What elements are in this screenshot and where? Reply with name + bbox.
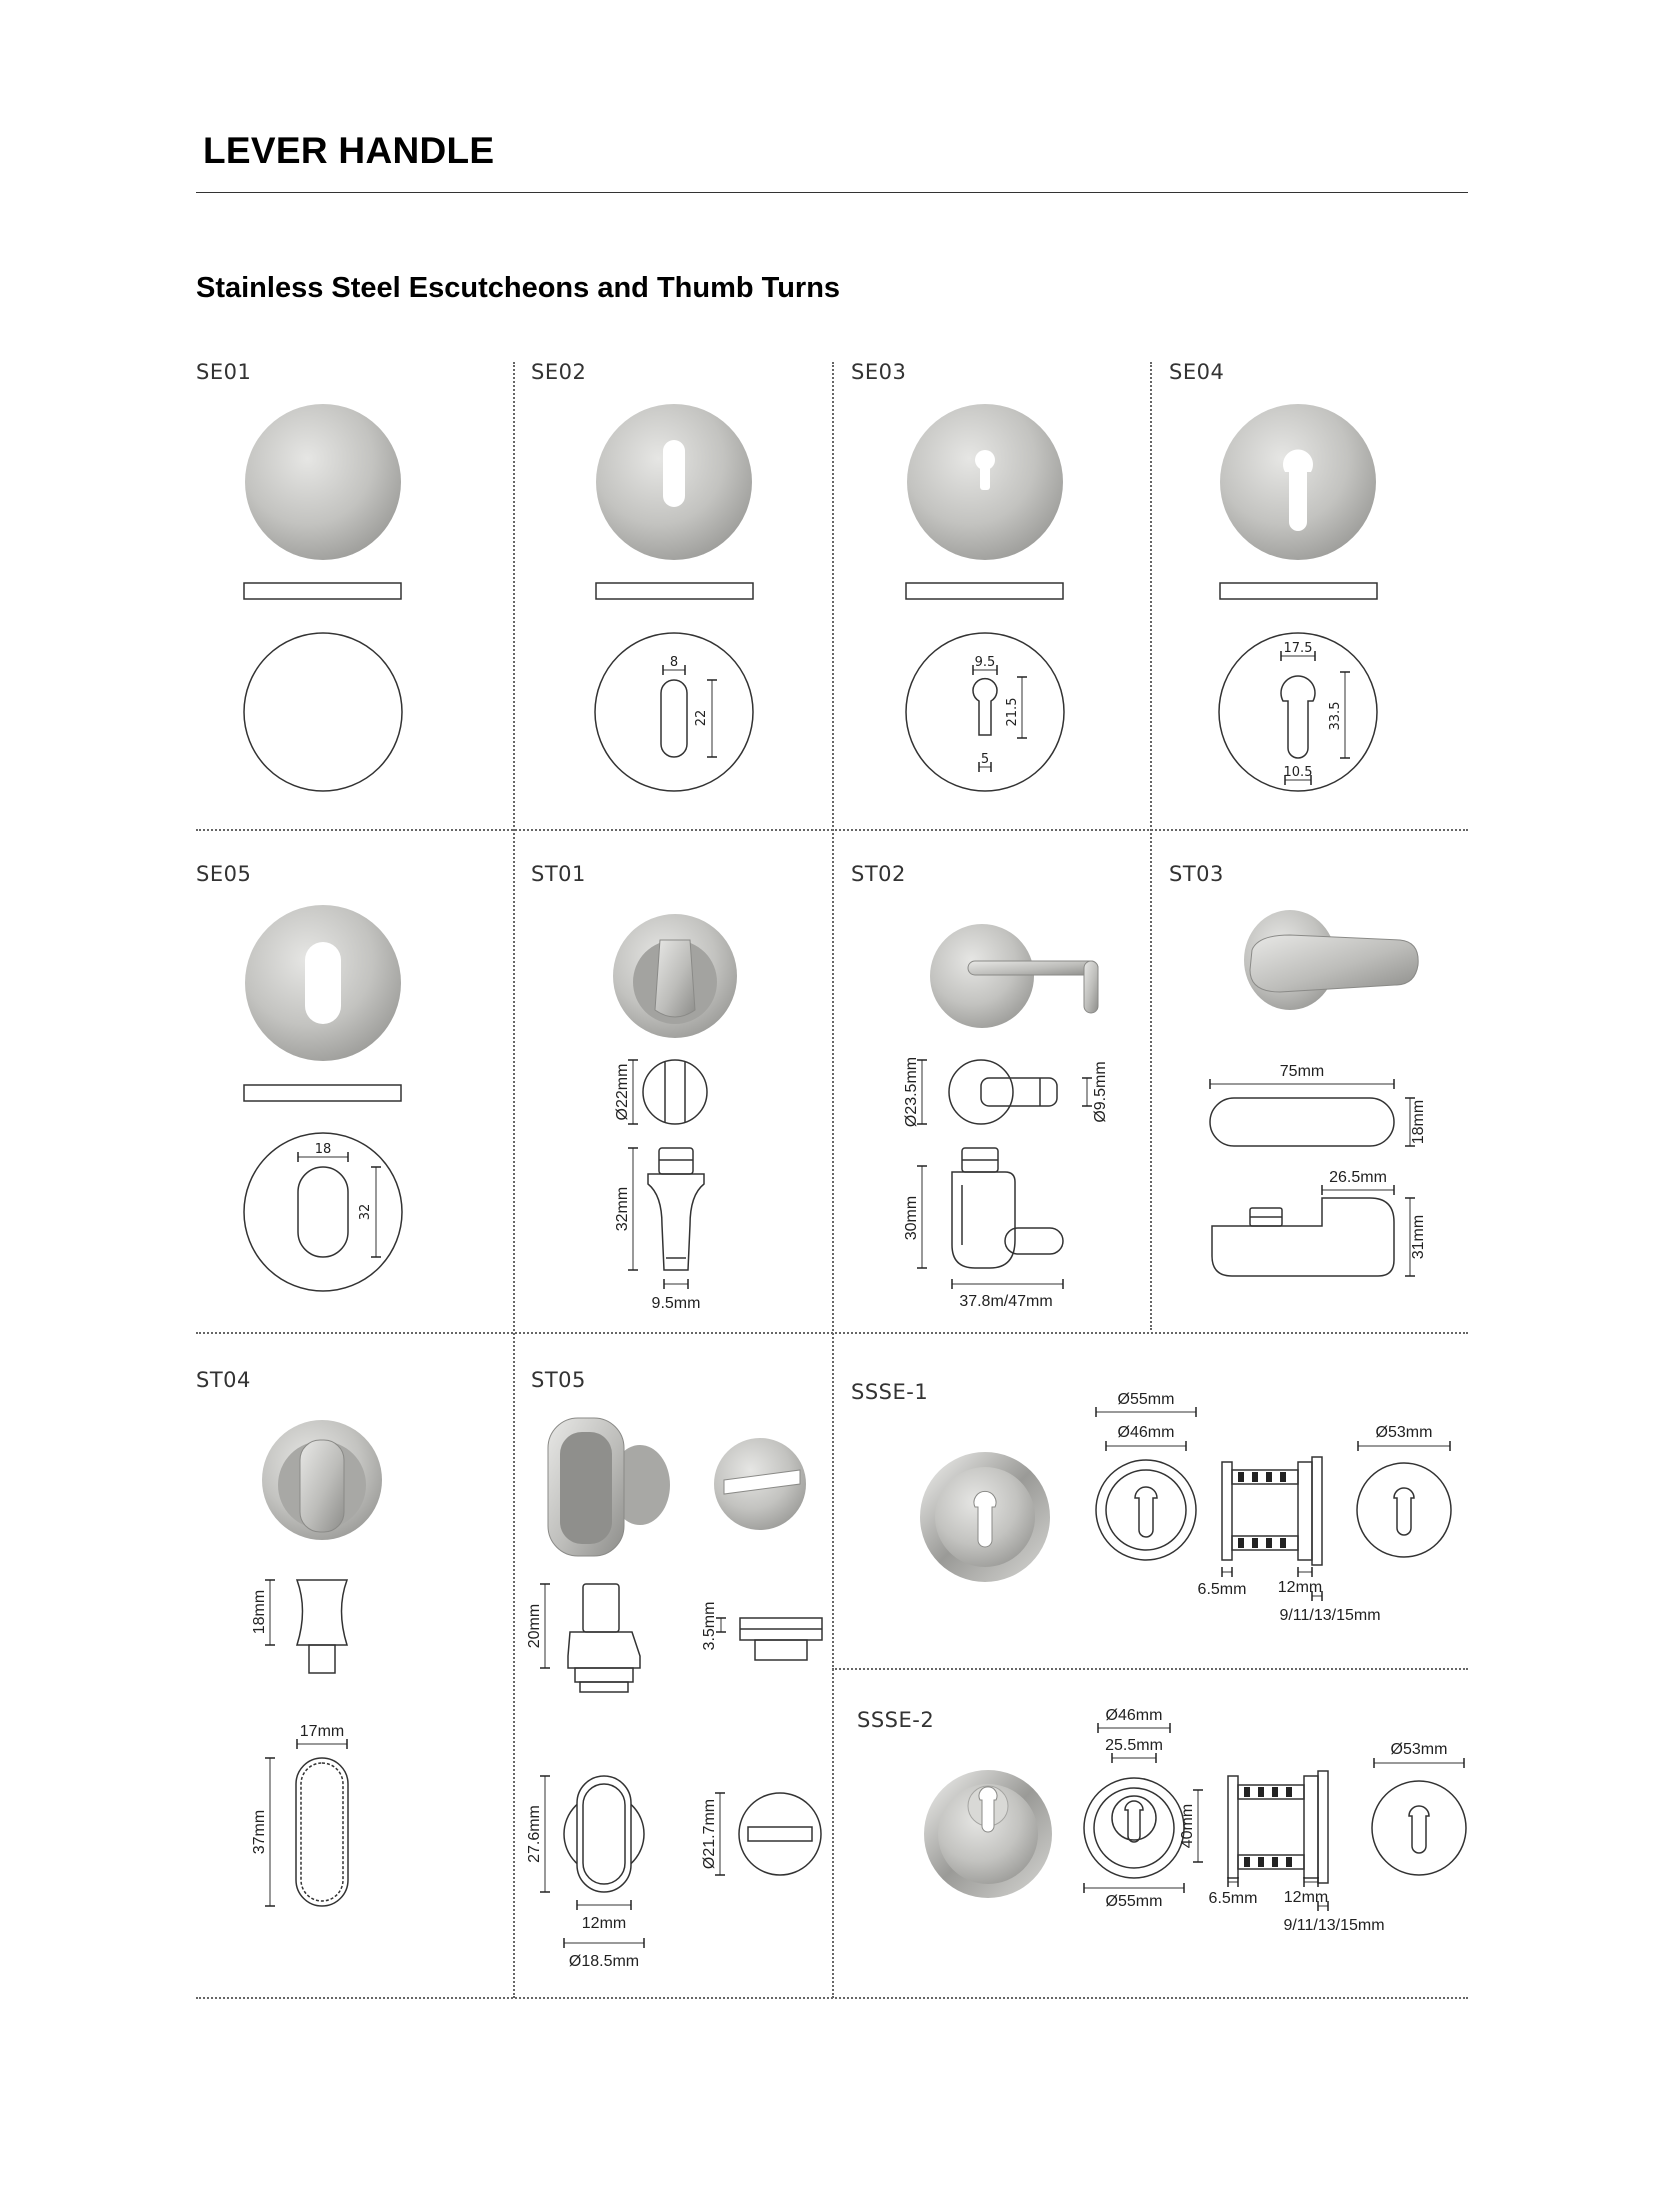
ssse2-dim-height: 40mm xyxy=(1179,1803,1196,1849)
label-st02: ST02 xyxy=(851,862,906,886)
ssse1-dim-range: 9/11/13/15mm xyxy=(1279,1607,1381,1624)
label-st04: ST04 xyxy=(196,1368,251,1392)
st01-dim-diameter: Ø22mm xyxy=(614,1063,631,1121)
st02-dim-height: 30mm xyxy=(903,1195,920,1241)
page-title: LEVER HANDLE xyxy=(203,130,495,171)
se02-dim-width: 8 xyxy=(669,655,679,670)
se04-dim-top: 17.5 xyxy=(1283,641,1313,656)
se05-dim-height: 32 xyxy=(358,1203,373,1221)
st02-drawing xyxy=(922,924,1098,1284)
st02-dim-length: 37.8m/47mm xyxy=(959,1293,1053,1310)
st02-dim-diameter: Ø23.5mm xyxy=(903,1056,920,1128)
st01-front-view xyxy=(643,1060,707,1124)
st02-photo xyxy=(930,924,1034,1028)
se03-dim-width: 9.5 xyxy=(974,655,996,670)
st03-side-view xyxy=(1212,1198,1394,1276)
ssse1-dim-back: Ø53mm xyxy=(1375,1424,1433,1441)
se01-front-view xyxy=(244,633,402,791)
st05-dim-height: 20mm xyxy=(526,1603,543,1649)
ssse2-dim-plate: 12mm xyxy=(1283,1889,1329,1906)
ssse1-front-view xyxy=(1096,1460,1196,1560)
se05-drawing xyxy=(244,905,402,1291)
ssse2-front-view xyxy=(1084,1778,1184,1878)
ssse1-dim-plate: 12mm xyxy=(1277,1579,1323,1596)
label-st03: ST03 xyxy=(1169,862,1224,886)
st03-dim-height: 31mm xyxy=(1410,1214,1427,1260)
se01-photo xyxy=(245,404,401,560)
se03-dim-slot: 5 xyxy=(980,752,990,767)
se04-drawing xyxy=(1219,404,1377,791)
st03-drawing xyxy=(1210,910,1418,1276)
st02-side-view xyxy=(952,1148,1063,1268)
ssse2-dim-outer: Ø55mm xyxy=(1105,1893,1163,1910)
st05-side-view-indicator xyxy=(740,1618,822,1660)
st04-dim-width: 17mm xyxy=(299,1723,345,1740)
st05-side-view-turn xyxy=(568,1584,640,1692)
st04-dim-height: 18mm xyxy=(251,1589,268,1635)
st04-drawing xyxy=(262,1420,382,1906)
st01-dim-height: 32mm xyxy=(614,1186,631,1232)
label-se03: SE03 xyxy=(851,360,907,384)
se02-side-view xyxy=(596,583,753,599)
se05-side-view xyxy=(244,1085,401,1101)
ssse2-dim-cover: 25.5mm xyxy=(1105,1737,1163,1754)
st05-dim-indicator-height: 3.5mm xyxy=(701,1601,718,1651)
ssse1-dim-flange: 6.5mm xyxy=(1197,1581,1247,1598)
ssse1-dim-inner: Ø46mm xyxy=(1117,1424,1175,1441)
label-se01: SE01 xyxy=(196,360,252,384)
label-se02: SE02 xyxy=(531,360,587,384)
st02-front-view xyxy=(949,1060,1057,1124)
se02-drawing xyxy=(595,404,753,791)
ssse2-dim-range: 9/11/13/15mm xyxy=(1283,1917,1385,1934)
label-st01: ST01 xyxy=(531,862,586,886)
se03-drawing xyxy=(906,404,1064,791)
ssse1-drawing xyxy=(920,1412,1451,1596)
st03-dim-length: 75mm xyxy=(1279,1063,1325,1080)
st01-side-view xyxy=(648,1148,704,1270)
se04-dim-bottom: 10.5 xyxy=(1283,765,1313,780)
ssse2-dim-flange: 6.5mm xyxy=(1208,1890,1258,1907)
st01-drawing xyxy=(613,914,737,1284)
se03-dim-height: 21.5 xyxy=(1005,697,1020,727)
st04-top-view xyxy=(296,1758,348,1906)
st05-dim-width: 12mm xyxy=(581,1915,627,1932)
label-ssse-1: SSSE-1 xyxy=(851,1380,929,1404)
se04-side-view xyxy=(1220,583,1377,599)
se01-drawing xyxy=(244,404,402,791)
section-title: Stainless Steel Escutcheons and Thumb Turns xyxy=(196,272,841,304)
se03-side-view xyxy=(906,583,1063,599)
ssse2-dim-back: Ø53mm xyxy=(1390,1741,1448,1758)
st05-top-view-indicator xyxy=(739,1793,821,1875)
label-ssse-2: SSSE-2 xyxy=(857,1708,935,1732)
st05-dim-indicator-diameter: Ø21.7mm xyxy=(701,1798,718,1870)
st01-dim-width: 9.5mm xyxy=(651,1295,701,1312)
ssse2-back-view xyxy=(1372,1781,1466,1875)
st05-dim-diameter: Ø18.5mm xyxy=(568,1953,640,1970)
st05-drawing xyxy=(545,1418,822,1943)
se02-dim-height: 22 xyxy=(694,709,709,727)
st03-dim-width: 18mm xyxy=(1410,1099,1427,1145)
st02-dim-lever-diameter: Ø9.5mm xyxy=(1092,1061,1109,1123)
st05-top-view-turn xyxy=(564,1776,644,1892)
label-se05: SE05 xyxy=(196,862,252,886)
ssse1-back-view xyxy=(1357,1463,1451,1557)
ssse1-dim-outer: Ø55mm xyxy=(1117,1391,1175,1408)
se04-dim-height: 33.5 xyxy=(1328,701,1343,731)
st03-top-view xyxy=(1210,1098,1394,1146)
st04-dim-length: 37mm xyxy=(251,1809,268,1855)
st05-dim-length: 27.6mm xyxy=(526,1805,543,1863)
label-se04: SE04 xyxy=(1169,360,1225,384)
st03-dim-step: 26.5mm xyxy=(1329,1169,1387,1186)
se05-dim-width: 18 xyxy=(314,1142,332,1157)
st04-side-view xyxy=(297,1580,347,1673)
se01-side-view xyxy=(244,583,401,599)
label-st05: ST05 xyxy=(531,1368,586,1392)
ssse2-dim-inner: Ø46mm xyxy=(1105,1707,1163,1724)
